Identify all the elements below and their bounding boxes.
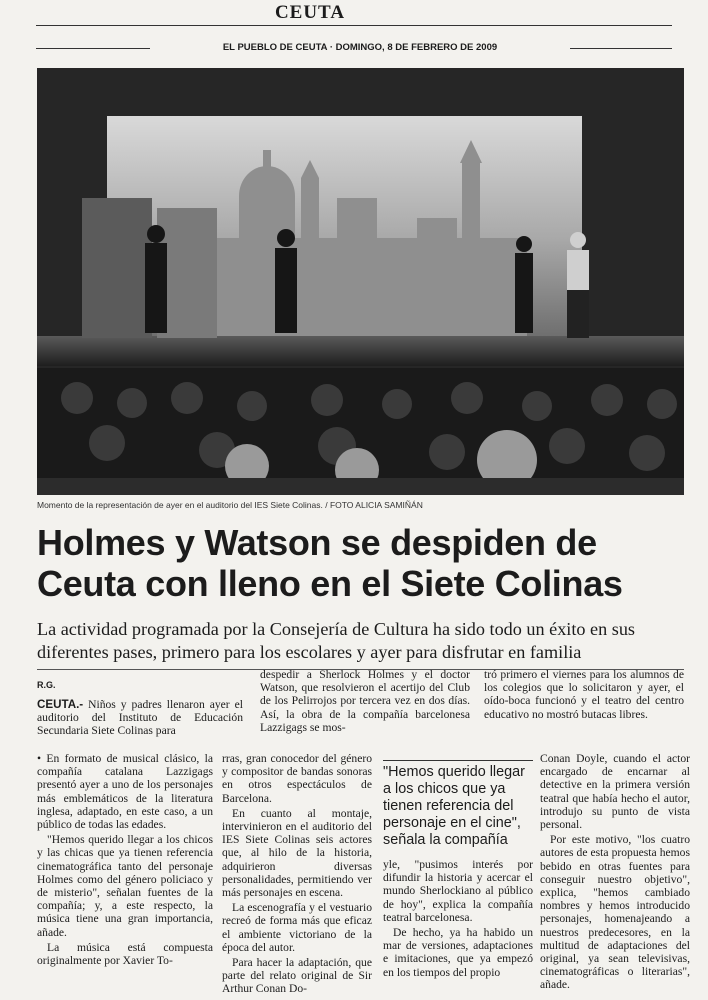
lead-end-text: tró primero el viernes para los alumnos de los colegios que lo solicitaron y ayer, el oído-boca funcionó y el teatro del centro educativo no mostró butacas libres. [484, 668, 684, 721]
paragraph: De hecho, ya ha habido un mar de versiones, adaptaciones e imitaciones, que ya empezó en los tiempos del propio [383, 926, 533, 979]
paragraph: rras, gran conocedor del género y compositor de bandas sonoras en otros espectáculos de Barcelona. [222, 752, 372, 805]
lead-paragraph-continued [260, 668, 470, 736]
paragraph: Para hacer la adaptación, que parte del relato original de Sir Arthur Conan Do- [222, 956, 372, 996]
paragraph: • En formato de musical clásico, la compañía catalana Lazzigags presentó ayer a uno de los personajes más emblemáticos de la literatura inglesa, adaptado, en este caso, a un público de todas las edades. [37, 752, 213, 832]
section-title: CEUTA [274, 2, 346, 23]
photo-caption: Momento de la representación de ayer en el auditorio del IES Siete Colinas. / FOTO ALICIA SAMIÑÁN [37, 500, 423, 510]
body-column-4 [540, 752, 690, 994]
paragraph: La música está compuesta originalmente por Xavier To- [37, 940, 213, 968]
lead-paragraph [37, 698, 243, 740]
paragraph: yle, "pusimos interés por difundir la historia y acercar el mundo Sherlockiano al público de hoy", explica la compañía teatral barcelonesa. [383, 858, 533, 924]
pull-quote: "Hemos querido llegar a los chicos que ya tienen referencia del personaje en el cine", señala la compañía [383, 760, 533, 849]
lead-text: Niños y padres llenaron ayer el auditorio del Instituto de Educación Secundaria Siete Colinas para [37, 698, 243, 738]
byline: R.G. [37, 680, 56, 690]
paragraph: "Hemos querido llegar a los chicos y las chicas que ya tienen referencia cinematográfica tanto del personaje Holmes como del género policiaco y de misterio", señalan fuentes de la compañía; y, a este respecto, la música tiene una gran importancia, añade. [37, 833, 213, 939]
lead-label: CEUTA.- [37, 698, 84, 711]
paragraph: Conan Doyle, cuando el actor encargado de encarnar al detective en la primera versión teatral que había hecho el autor, introdujo su punto de vista personal. [540, 752, 690, 832]
stage-scene-image [37, 68, 684, 495]
lead-continued-text: despedir a Sherlock Holmes y el doctor Watson, que resolvieron el acertijo del Club de los Pelirrojos por tercera vez en dos días. Así, la obra de la compañía barcelonesa Lazzigags se mos- [260, 668, 470, 734]
paragraph: Por este motivo, "los cuatro autores de esta propuesta hemos bebido en otras fuentes para conseguir nuestro objetivo", explica, "hemos cambiado nombres y hemos introducido personajes, homenajeando a nuestros predecesores, en la multitud de adaptaciones del original, ya sean televisivas, cinematográficas o literarias", añade. [540, 833, 690, 992]
body-column-3 [383, 858, 533, 981]
top-rule [36, 25, 672, 26]
body-column-2 [222, 752, 372, 998]
headline: Holmes y Watson se despiden de Ceuta con lleno en el Siete Colinas [37, 522, 623, 604]
lead-paragraph-end [484, 668, 684, 723]
paragraph: En cuanto al montaje, intervinieron en el auditorio del IES Siete Colinas seis actores que, al hilo de la historia, adquirieron diversas personalidades, permitiendo ver más personajes en escena. [222, 806, 372, 900]
paragraph: La escenografía y el vestuario recreó de forma más que eficaz el ambiente victoriano de la época del autor. [222, 901, 372, 954]
theater-photo [37, 68, 684, 495]
body-column-1 [37, 752, 213, 969]
dateline: EL PUEBLO DE CEUTA · DOMINGO, 8 DE FEBRERO DE 2009 [150, 42, 570, 53]
subheadline: La actividad programada por la Consejería de Cultura ha sido todo un éxito en sus diferentes pases, primero para los escolares y ayer para disfrutar en familia [37, 619, 636, 662]
